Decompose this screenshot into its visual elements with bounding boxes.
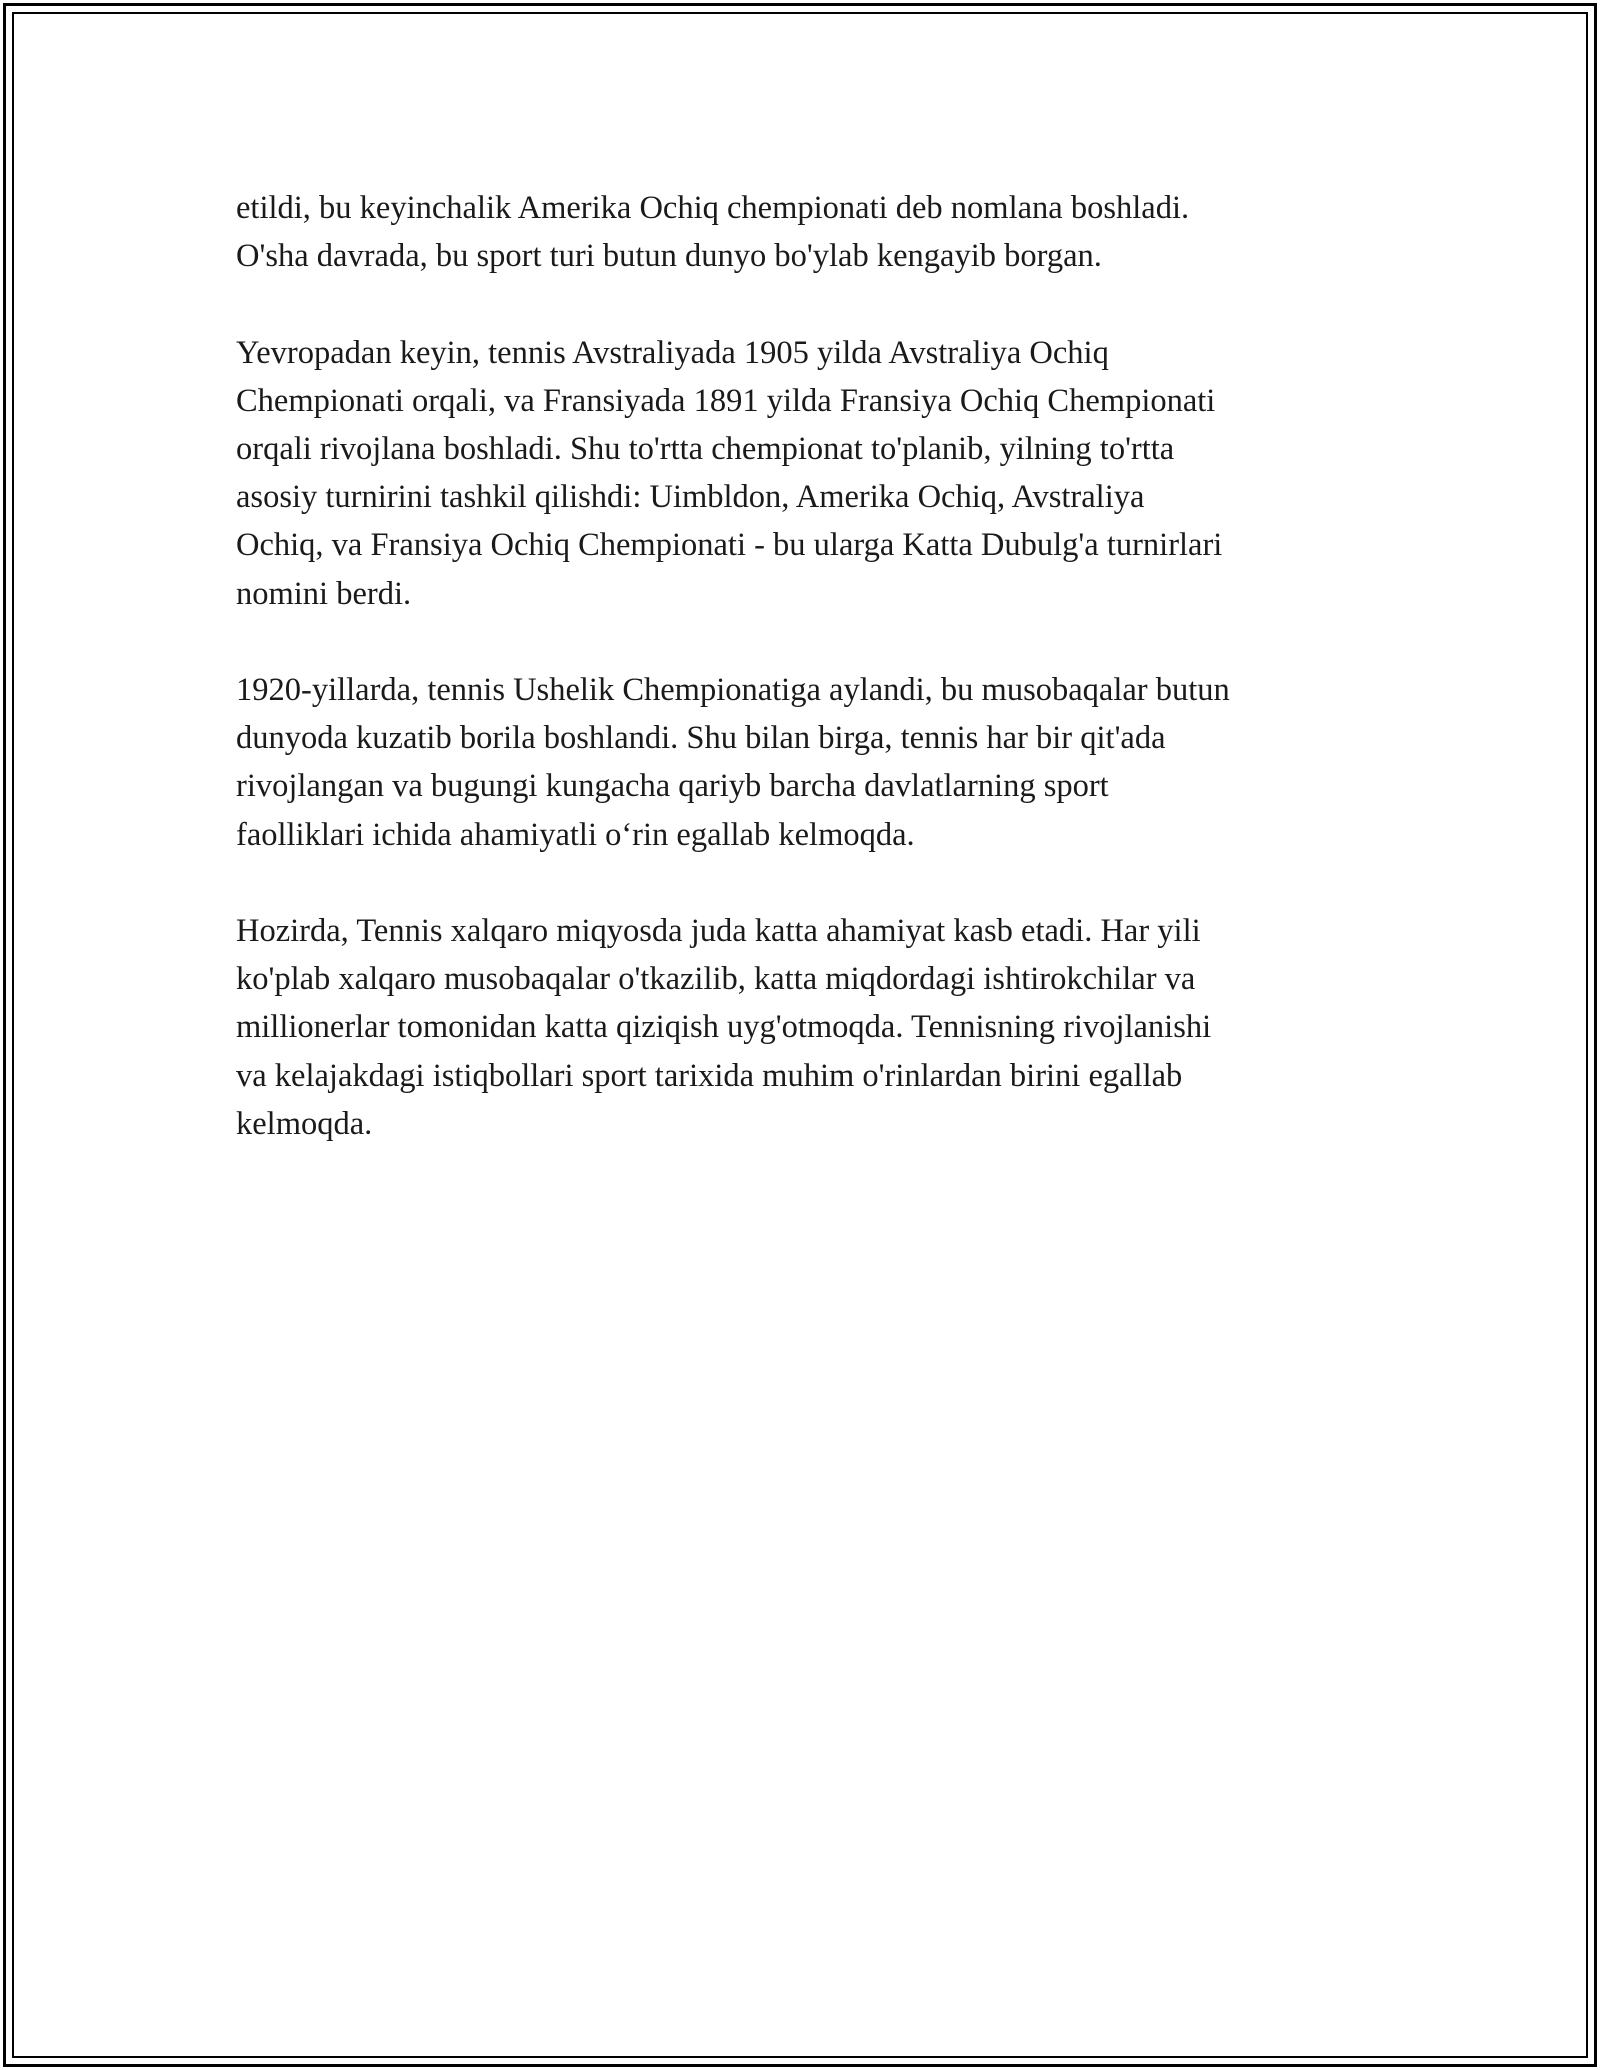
paragraph-4: Hozirda, Tennis xalqaro miqyosda juda katta ahamiyat kasb etadi. Har yili ko'plab xalqaro musobaqalar o'tkazilib, katta miqdordagi ishtirokchilar va millionerlar tomonidan katta qiziqish uyg'otmoqda. Tennisning rivojlanishi va kelajakdagi istiqbollari sport tarixida muhim o'rinlardan birini egallab kelmoqda. (236, 913, 1212, 1142)
document-body (236, 184, 1376, 1196)
paragraph-2: Yevropadan keyin, tennis Avstraliyada 1905 yilda Avstraliya Ochiq Chempionati orqali, va Fransiyada 1891 yilda Fransiya Ochiq Chempionati orqali rivojlana boshladi. Shu to'rtta chempionat to'planib, yilning to'rtta asosiy turnirini tashkil qilishdi: Uimbldon, Amerika Ochiq, Avstraliya Ochiq, va Fransiya Ochiq Chempionati - bu ularga Katta Dubulg'a turnirlari nomini berdi. (236, 334, 1223, 612)
paragraph-3: 1920-yillarda, tennis Ushelik Chempionatiga aylandi, bu musobaqalar butun dunyoda kuzatib borila boshlandi. Shu bilan birga, tennis har bir qit'ada rivojlangan va bugungi kungacha qariyb barcha davlatlarning sport faolliklari ichida ahamiyatli o‘rin egallab kelmoqda. (236, 672, 1230, 853)
paragraph-1: etildi, bu keyinchalik Amerika Ochiq chempionati deb nomlana boshladi. O'sha davrada, bu sport turi butun dunyo bo'ylab kengayib borgan. (236, 190, 1190, 275)
